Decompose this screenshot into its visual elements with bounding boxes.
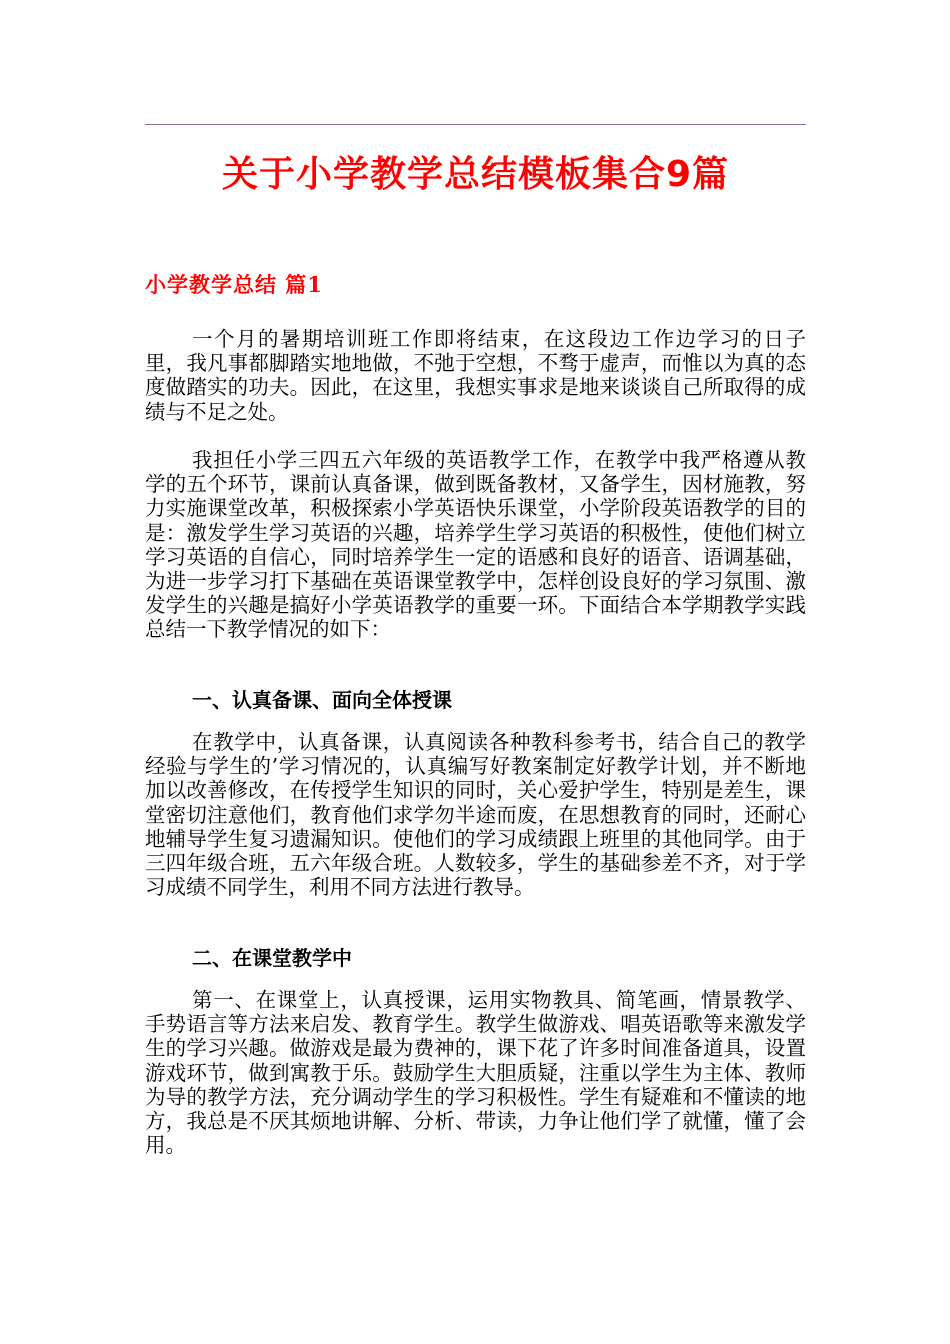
paragraph-1: 一个月的暑期培训班工作即将结束，在这段边工作边学习的日子里，我凡事都脚踏实地地做，不弛于空想，不骛于虚声，而惟以为真的态度做踏实的功夫。因此，在这里，我想实事求是地来谈谈自己所取得的成绩与不足之处。 [145,327,806,424]
paragraph-2: 我担任小学三四五六年级的英语教学工作，在教学中我严格遵从教学的五个环节，课前认真备课，做到既备教材，又备学生，因材施教，努力实施课堂改革，积极探索小学英语快乐课堂，小学阶段英语教学的目的是：激发学生学习英语的兴趣，培养学生学习英语的积极性，使他们树立学习英语的自信心，同时培养学生一定的语感和良好的语音、语调基础，为进一步学习打下基础在英语课堂教学中，怎样创设良好的学习氛围、激发学生的兴趣是搞好小学英语教学的重要一环。下面结合本学期教学实践总结一下教学情况的如下： [145,448,806,642]
subheading-2: 二、在课堂教学中 [192,946,352,970]
paragraph-2-block [145,448,806,642]
document-title: 关于小学教学总结模板集合9篇 [221,154,730,195]
subheading-1-block [145,687,806,713]
paragraph-3: 在教学中，认真备课，认真阅读各种教科参考书，结合自己的教学经验与学生的’学习情况的，认真编写好教案制定好教学计划，并不断地加以改善修改，在传授学生知识的同时，关心爱护学生，特别是差生，课堂密切注意他们，教育他们求学勿半途而废，在思想教育的同时，还耐心地辅导学生复习遗漏知识。使他们的学习成绩跟上班里的其他同学。由于三四年级合班，五六年级合班。人数较多，学生的基础参差不齐，对于学习成绩不同学生，利用不同方法进行教导。 [145,730,806,900]
paragraph-3-block [145,730,806,899]
paragraph-4: 第一、在课堂上，认真授课，运用实物教具、简笔画，情景教学、手势语言等方法来启发、教育学生。教学生做游戏、唱英语歌等来激发学生的学习兴趣。做游戏是最为费神的，课下花了许多时间准备道具，设置游戏环节，做到寓教于乐。鼓励学生大胆质疑，注重以学生为主体、教师为导的教学方法，充分调动学生的学习积极性。学生有疑难和不懂读的地方，我总是不厌其烦地讲解、分析、带读，力争让他们学了就懂，懂了会用。 [145,988,806,1158]
subheading-1: 一、认真备课、面向全体授课 [192,688,452,712]
header-rule [145,124,806,125]
subheading-2-block [145,945,806,971]
paragraph-1-block [145,327,806,424]
paragraph-4-block [145,988,806,1157]
section-title: 小学教学总结 篇1 [145,272,323,297]
